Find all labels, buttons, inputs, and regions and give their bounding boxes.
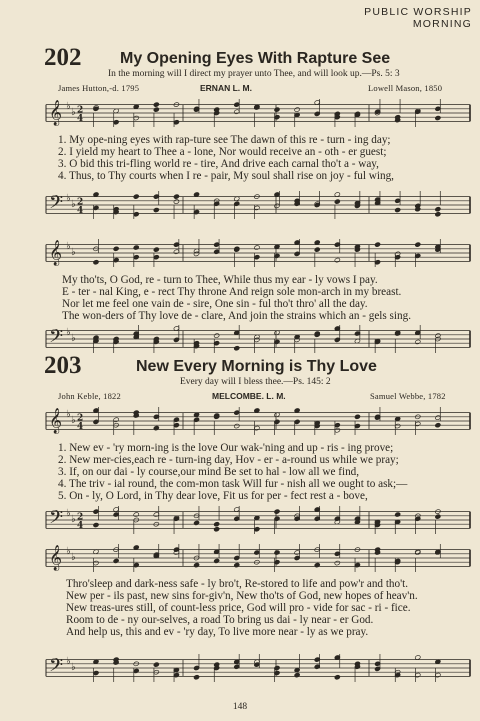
section-heading xyxy=(332,6,472,30)
hymn-202-verse-2a: 2. I yield my heart to Thee a - lone, Nor would receive an - oth - er guest; xyxy=(58,146,387,158)
svg-text:4: 4 xyxy=(77,113,84,124)
hymn-202-verse-4a: 4. Thus, to Thy courts when I re - pair, My soul shall rise on joy - ful wing, xyxy=(58,170,394,182)
svg-text:♭: ♭ xyxy=(66,655,71,667)
hymn-202-verse-block-1 xyxy=(58,134,394,182)
hymn-203-verse-3a: 3. If, on our dai - ly course,our mind Be set to hal - low all we find, xyxy=(58,466,360,478)
svg-text:♭: ♭ xyxy=(66,326,71,338)
hymn-202-staff-2-bass xyxy=(40,320,472,358)
hymn-203-scripture: Every day will I bless thee.—Ps. 145: 2 xyxy=(180,377,331,387)
svg-text:♭: ♭ xyxy=(71,514,76,526)
svg-text:𝄞: 𝄞 xyxy=(49,100,63,126)
hymn-203-author: John Keble, 1822 xyxy=(58,391,121,401)
hymn-202-composer: Lowell Mason, 1850 xyxy=(368,83,443,93)
svg-text:𝄞: 𝄞 xyxy=(49,545,63,571)
hymn-203-verse-1b: Thro'sleep and dark-ness safe - ly bro't, Re-stored to life and pow'r and tho't. xyxy=(66,578,409,590)
hymn-203-staff-2-treble xyxy=(40,538,472,578)
hymn-202-staff-1-treble xyxy=(40,92,472,134)
hymn-202-title: My Opening Eyes With Rapture See xyxy=(120,50,391,67)
svg-text:𝄢: 𝄢 xyxy=(49,507,64,533)
svg-text:𝄢: 𝄢 xyxy=(49,326,64,352)
svg-text:𝄞: 𝄞 xyxy=(49,408,63,434)
hymn-203-number: 203 xyxy=(44,352,82,379)
svg-text:2: 2 xyxy=(77,197,84,208)
hymn-202-verse-1b: My tho'ts, O God, re - turn to Thee, While thus my ear - ly vows I pay. xyxy=(62,274,378,286)
hymn-203-verse-4b: Room to de - ny our-selves, a road To bring us dai - ly near - er God. xyxy=(66,614,374,626)
hymn-203-verse-2b: New per - ils past, new sins for-giv'n, New tho'ts of God, new hopes of heav'n. xyxy=(66,590,418,602)
hymn-203-verse-5a: 5. On - ly, O Lord, in Thy dear love, Fit us for per - fect rest a - bove, xyxy=(58,490,368,502)
svg-text:2: 2 xyxy=(77,512,84,523)
svg-text:♭: ♭ xyxy=(71,415,76,427)
page-number: 148 xyxy=(232,702,248,712)
hymn-202-number: 202 xyxy=(44,44,82,71)
hymn-203-verse-2a: 2. New mer-cies,each re - turn-ing day, Hov - er - a-round us while we pray; xyxy=(58,454,399,466)
svg-text:♭: ♭ xyxy=(66,545,71,557)
hymn-202-tune: ERNAN L. M. xyxy=(200,83,252,93)
hymn-203-tune: MELCOMBE. L. M. xyxy=(212,391,286,401)
hymn-202-verse-3b: Nor let me feel one vain de - sire, One sin - ful tho't thro' all the day. xyxy=(62,298,368,310)
svg-text:♭: ♭ xyxy=(66,408,71,420)
hymn-202-author: James Hutton,-d. 1795 xyxy=(58,83,140,93)
svg-text:♭: ♭ xyxy=(71,199,76,211)
svg-text:♭: ♭ xyxy=(71,333,76,345)
hymn-203-verse-block-2 xyxy=(66,578,418,638)
svg-text:𝄢: 𝄢 xyxy=(49,655,64,681)
hymn-203-verse-3b: New treas-ures still, of count-less price, God will pro - vide for sac - ri - fice. xyxy=(66,602,411,614)
svg-text:♭: ♭ xyxy=(66,100,71,112)
svg-text:4: 4 xyxy=(77,520,84,531)
hymn-202-verse-block-2 xyxy=(62,274,411,322)
section-heading-line1: PUBLIC WORSHIP xyxy=(364,6,472,18)
svg-text:4: 4 xyxy=(77,421,84,432)
svg-text:𝄢: 𝄢 xyxy=(49,192,64,218)
hymn-202-scripture: In the morning will I direct my prayer unto Thee, and will look up.—Ps. 5: 3 xyxy=(108,69,400,79)
svg-text:♭: ♭ xyxy=(66,192,71,204)
hymn-203-verse-5b: And help us, this and ev - 'ry day, To live more near - ly as we pray. xyxy=(66,626,369,638)
hymn-202-verse-3a: 3. O bid this tri-fling world re - tire, And drive each carnal tho't a - way, xyxy=(58,158,379,170)
hymn-203-staff-1-treble xyxy=(40,400,472,442)
svg-text:♭: ♭ xyxy=(71,107,76,119)
hymn-203-staff-2-bass xyxy=(40,640,472,696)
svg-text:♭: ♭ xyxy=(71,247,76,259)
svg-text:♭: ♭ xyxy=(71,552,76,564)
section-heading-line2: MORNING xyxy=(412,18,472,30)
hymn-202-verse-2b: E - ter - nal King, e - rect Thy throne And reign sole mon-arch in my breast. xyxy=(62,286,402,298)
hymn-203-verse-block-1 xyxy=(58,442,407,502)
hymn-202-verse-1a: 1. My ope-ning eyes with rap-ture see The dawn of this re - turn - ing day; xyxy=(58,134,391,146)
svg-text:4: 4 xyxy=(77,205,84,216)
svg-text:2: 2 xyxy=(77,413,84,424)
hymn-203-title: New Every Morning is Thy Love xyxy=(136,358,377,375)
svg-text:𝄞: 𝄞 xyxy=(49,240,63,266)
hymn-202-verse-4b: The won-ders of Thy love de - clare, And join the strains which an - gels sing. xyxy=(62,310,412,322)
hymn-203-verse-1a: 1. New ev - 'ry morn-ing is the love Our wak-'ning and up - ris - ing prove; xyxy=(58,442,394,454)
svg-text:♭: ♭ xyxy=(66,240,71,252)
hymn-202-staff-2-treble xyxy=(40,232,472,274)
hymn-202-staff-1-bass xyxy=(40,184,472,226)
svg-text:2: 2 xyxy=(77,105,84,116)
svg-text:♭: ♭ xyxy=(66,507,71,519)
svg-text:♭: ♭ xyxy=(71,662,76,674)
hymn-203-verse-4a: 4. The triv - ial round, the com-mon task Will fur - nish all we ought to ask;— xyxy=(58,478,408,490)
hymn-203-staff-1-bass xyxy=(40,502,472,538)
hymn-203-composer: Samuel Webbe, 1782 xyxy=(370,391,446,401)
